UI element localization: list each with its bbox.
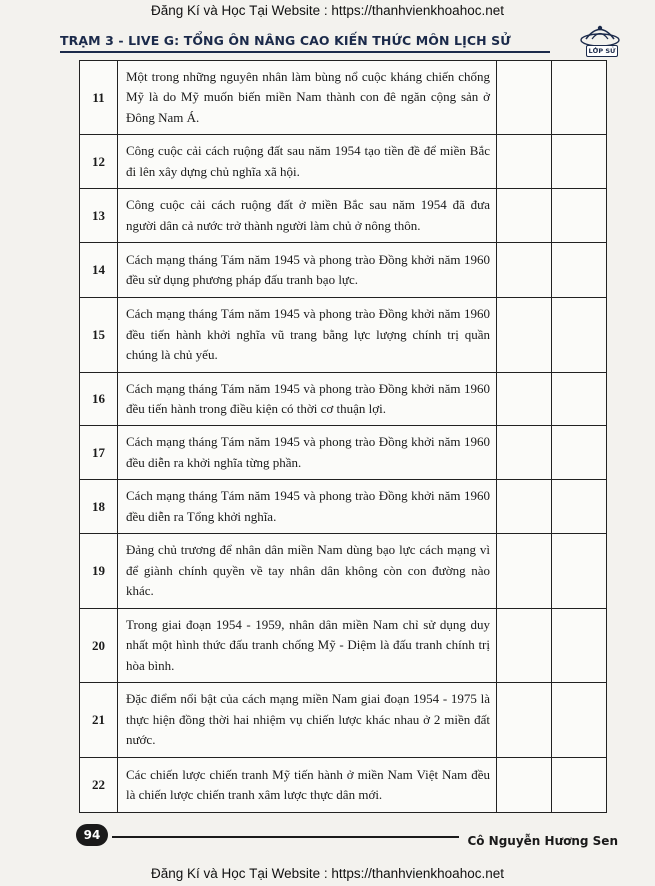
row-number: 22 (80, 758, 118, 813)
answer-true-cell[interactable] (497, 609, 552, 683)
header-title: TRẠM 3 - LIVE G: TỔNG ÔN NÂNG CAO KIẾN THỨC MÔN LỊCH SỬ (60, 33, 511, 48)
table-row (80, 373, 607, 426)
statement-text: Đặc điểm nổi bật của cách mạng miền Nam giai đoạn 1954 - 1975 là thực hiện đồng thời hai nhiệm vụ chiến lược khác nhau ở 2 miền đất nước. (118, 683, 497, 758)
logo (578, 22, 622, 58)
row-number: 21 (80, 683, 118, 758)
statement-text: Đảng chủ trương để nhân dân miền Nam dùng bạo lực cách mạng vì để giành chính quyền về tay nhân dân không còn con đường nào khác. (118, 534, 497, 609)
table-row (80, 135, 607, 189)
answer-false-cell[interactable] (552, 758, 607, 813)
answer-true-cell[interactable] (497, 135, 552, 189)
site-banner-bottom: Đăng Kí và Học Tại Website : https://thanhvienkhoahoc.net (151, 866, 504, 881)
table-row (80, 243, 607, 298)
statement-text: Công cuộc cải cách ruộng đất ở miền Bắc sau năm 1954 đã đưa người dân cả nước trở thành người làm chủ ở nông thôn. (118, 189, 497, 243)
table-row (80, 298, 607, 373)
table-row (80, 61, 607, 135)
row-number: 16 (80, 373, 118, 426)
answer-false-cell[interactable] (552, 426, 607, 480)
row-number: 12 (80, 135, 118, 189)
statement-text: Cách mạng tháng Tám năm 1945 và phong trào Đồng khởi năm 1960 đều sử dụng phương pháp đấu tranh bạo lực. (118, 243, 497, 298)
page-header (50, 28, 620, 54)
row-number: 14 (80, 243, 118, 298)
table-row (80, 683, 607, 758)
row-number: 15 (80, 298, 118, 373)
answer-false-cell[interactable] (552, 480, 607, 534)
site-banner-top: Đăng Kí và Học Tại Website : https://thanhvienkhoahoc.net (151, 3, 504, 18)
statement-text: Một trong những nguyên nhân làm bùng nổ cuộc kháng chiến chống Mỹ là do Mỹ muốn biến miền Nam thành con đê ngăn cộng sản ở Đông Nam Á. (118, 61, 497, 135)
answer-true-cell[interactable] (497, 298, 552, 373)
answer-false-cell[interactable] (552, 135, 607, 189)
table-row (80, 758, 607, 813)
row-number: 19 (80, 534, 118, 609)
row-number: 18 (80, 480, 118, 534)
row-number: 17 (80, 426, 118, 480)
answer-true-cell[interactable] (497, 243, 552, 298)
logo-text: LỚP SỬ (586, 45, 618, 57)
statement-table (79, 60, 607, 813)
answer-false-cell[interactable] (552, 683, 607, 758)
answer-true-cell[interactable] (497, 683, 552, 758)
row-number: 20 (80, 609, 118, 683)
header-rule (60, 51, 550, 53)
answer-true-cell[interactable] (497, 373, 552, 426)
table-row (80, 534, 607, 609)
answer-true-cell[interactable] (497, 426, 552, 480)
answer-false-cell[interactable] (552, 609, 607, 683)
table-row (80, 609, 607, 683)
answer-false-cell[interactable] (552, 189, 607, 243)
statement-text: Trong giai đoạn 1954 - 1959, nhân dân miền Nam chỉ sử dụng duy nhất một hình thức đấu tranh chống Mỹ - Diệm là đấu tranh chính trị hòa bình. (118, 609, 497, 683)
answer-false-cell[interactable] (552, 61, 607, 135)
answer-false-cell[interactable] (552, 298, 607, 373)
statement-text: Cách mạng tháng Tám năm 1945 và phong trào Đồng khởi năm 1960 đều tiến hành khởi nghĩa vũ trang bằng lực lượng chính trị quần chúng là chủ yếu. (118, 298, 497, 373)
table-row (80, 189, 607, 243)
answer-true-cell[interactable] (497, 480, 552, 534)
table-row (80, 480, 607, 534)
answer-false-cell[interactable] (552, 373, 607, 426)
row-number: 13 (80, 189, 118, 243)
page-number: 94 (76, 824, 108, 846)
row-number: 11 (80, 61, 118, 135)
statement-text: Cách mạng tháng Tám năm 1945 và phong trào Đồng khởi năm 1960 đều diễn ra khởi nghĩa từng phần. (118, 426, 497, 480)
statement-text: Các chiến lược chiến tranh Mỹ tiến hành ở miền Nam Việt Nam đều là chiến lược chiến tranh xâm lược thực dân mới. (118, 758, 497, 813)
answer-true-cell[interactable] (497, 61, 552, 135)
page-footer (60, 820, 620, 848)
statement-text: Công cuộc cải cách ruộng đất sau năm 1954 tạo tiền đề để miền Bắc đi lên xây dựng chủ nghĩa xã hội. (118, 135, 497, 189)
answer-true-cell[interactable] (497, 189, 552, 243)
statement-text: Cách mạng tháng Tám năm 1945 và phong trào Đồng khởi năm 1960 đều diễn ra Tổng khởi nghĩa. (118, 480, 497, 534)
answer-true-cell[interactable] (497, 758, 552, 813)
table-row (80, 426, 607, 480)
answer-true-cell[interactable] (497, 534, 552, 609)
statement-text: Cách mạng tháng Tám năm 1945 và phong trào Đồng khởi năm 1960 đều tiến hành trong điều kiện có thời cơ thuận lợi. (118, 373, 497, 426)
answer-false-cell[interactable] (552, 534, 607, 609)
answer-false-cell[interactable] (552, 243, 607, 298)
author-name: Cô Nguyễn Hương Sen (459, 834, 618, 848)
